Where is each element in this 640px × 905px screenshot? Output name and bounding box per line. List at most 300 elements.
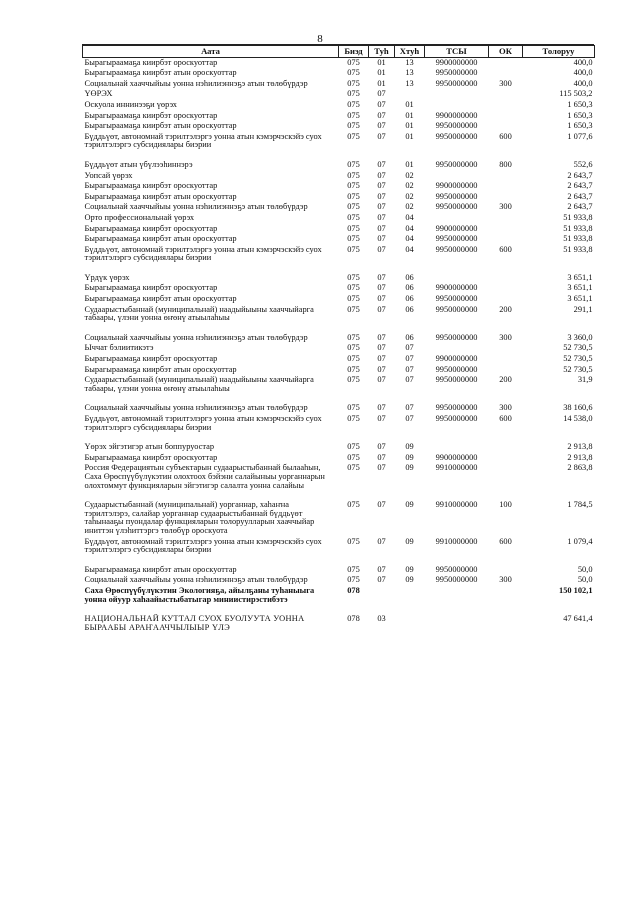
- row-name: Судаарыстыбаннай (муниципальнай) наадыйыыны хааччыйарга табаары, үлэни уонна өҥөнү атыылаһыы: [84, 304, 314, 323]
- row-s: 9900000000: [435, 181, 478, 191]
- table-row: [83, 354, 595, 365]
- row-name: Социальнай хааччыйыы уонна нэһилиэннэҕэ атын төлөбүрдэр: [84, 332, 308, 342]
- table-row: [83, 100, 595, 111]
- row-s: [425, 442, 489, 453]
- row-value: 291,1: [573, 304, 593, 314]
- row-s: 9950000000: [435, 304, 478, 314]
- table-row: [83, 79, 595, 90]
- spacer-row: [83, 491, 595, 500]
- row-o: [489, 294, 523, 305]
- row-name: Бүддьүөт, автономнай тэрилтэлэргэ уонна атын кэмэрчэскэйэ суох тэрилтэлэргэ субсидиялары биэрии: [84, 131, 322, 150]
- row-x: 04: [405, 244, 414, 254]
- row-name: Бырагыраамаҕа киирбэт ороскуоттар: [84, 283, 218, 293]
- table-row: [83, 575, 595, 586]
- row-t: 07: [377, 191, 386, 201]
- table-row: [83, 463, 595, 491]
- table-row: [83, 586, 595, 605]
- row-t: 07: [377, 99, 386, 109]
- row-o: 300: [499, 403, 512, 413]
- row-value: 3 651,1: [567, 294, 593, 304]
- row-b: 075: [347, 332, 360, 342]
- row-s: [425, 586, 489, 605]
- table-row: [83, 453, 595, 464]
- row-value: 51 933,8: [563, 212, 593, 222]
- row-name: Россия Федерациятын субъектарын судаарыстыбаннай былааһын, Саха Өрөспүүбүлүкэтин олохтоох бэйэни салайыныы уорганнарын олохтоммут функцияларын эйгэтигэр салалта уонна салайыы: [84, 463, 325, 490]
- row-value: 51 933,8: [563, 234, 593, 244]
- row-b: 078: [347, 614, 360, 624]
- row-s: 9950000000: [435, 121, 478, 131]
- row-x: 01: [405, 99, 414, 109]
- row-s: 9950000000: [435, 332, 478, 342]
- row-t: 07: [377, 181, 386, 191]
- row-o: 300: [499, 332, 512, 342]
- spacer-cell: [83, 394, 595, 403]
- row-value: 2 643,7: [567, 202, 593, 212]
- row-value: 1 650,3: [567, 99, 593, 109]
- spacer-cell: [83, 264, 595, 273]
- row-x: 13: [405, 57, 414, 67]
- row-o: [489, 171, 523, 182]
- row-value: 51 933,8: [563, 244, 593, 254]
- header-row: [83, 46, 595, 58]
- row-o: 300: [499, 78, 512, 88]
- table-row: [83, 234, 595, 245]
- row-o: [489, 273, 523, 284]
- row-value: 3 651,1: [567, 272, 593, 282]
- row-x: 06: [405, 283, 414, 293]
- col-header-t: Туh: [369, 46, 395, 58]
- row-s: [425, 343, 489, 354]
- row-o: [489, 213, 523, 224]
- row-x: 01: [405, 131, 414, 141]
- row-s: [425, 89, 489, 100]
- row-s: 9950000000: [435, 414, 478, 423]
- row-b: 075: [347, 442, 360, 452]
- row-t: 07: [377, 121, 386, 131]
- row-name: Бырагыраамаҕа киирбэт атын ороскуоттар: [84, 564, 237, 574]
- row-name: Бырагыраамаҕа киирбэт ороскуоттар: [84, 223, 218, 233]
- row-t: 07: [377, 110, 386, 120]
- row-b: 075: [347, 57, 360, 67]
- row-value: 52 730,5: [563, 343, 593, 353]
- table-row: [83, 68, 595, 79]
- row-x: 02: [405, 191, 414, 201]
- row-x: 09: [405, 463, 414, 473]
- row-t: 03: [377, 614, 386, 624]
- row-value: 50,0: [577, 575, 593, 585]
- row-x: 04: [405, 212, 414, 222]
- row-t: 07: [377, 159, 386, 169]
- row-name: Социальнай хааччыйыы уонна нэһилиэннэҕэ атын төлөбүрдэр: [84, 575, 308, 585]
- row-b: 075: [347, 283, 360, 293]
- row-t: 07: [377, 414, 386, 423]
- row-name: Бүддьүөт атын үбүлээһиннэрэ: [84, 159, 193, 169]
- row-s: 9950000000: [435, 68, 478, 78]
- row-s: 9950000000: [435, 375, 478, 385]
- row-s: 9950000000: [435, 202, 478, 212]
- row-o: 600: [499, 414, 512, 423]
- table-row: [83, 442, 595, 453]
- row-b: 075: [347, 536, 360, 546]
- row-t: 01: [377, 68, 386, 78]
- row-b: 075: [347, 121, 360, 131]
- table-row: [83, 333, 595, 344]
- table-row: [83, 294, 595, 305]
- row-b: 075: [347, 170, 360, 180]
- row-x: 09: [405, 564, 414, 574]
- row-value: 52 730,5: [563, 364, 593, 374]
- row-value: 1 784,5: [567, 500, 593, 510]
- row-o: [489, 192, 523, 203]
- row-name: Социальнай хааччыйыы уонна нэһилиэннэҕэ атын төлөбүрдэр: [84, 78, 308, 88]
- row-name: Бырагыраамаҕа киирбэт ороскуоттар: [84, 57, 218, 67]
- row-name: Үөрэх эйгэтигэр атын боппуруостар: [84, 442, 215, 452]
- row-b: 075: [347, 564, 360, 574]
- row-s: 9950000000: [435, 575, 478, 585]
- row-x: 13: [405, 68, 414, 78]
- spacer-cell: [83, 151, 595, 160]
- row-b: 075: [347, 99, 360, 109]
- row-t: 07: [377, 403, 386, 413]
- row-t: 07: [377, 89, 386, 99]
- row-b: 075: [347, 343, 360, 353]
- col-header-b: Биэд: [339, 46, 369, 58]
- row-t: 07: [377, 244, 386, 254]
- row-t: 07: [377, 170, 386, 180]
- row-value: 2 863,8: [567, 463, 593, 473]
- table-row: [83, 57, 595, 68]
- row-name: Бүддьүөт, автономнай тэрилтэлэргэ уонна атын кэмэрчэскэйэ суох тэрилтэлэргэ субсидиялары биэрии: [84, 536, 322, 555]
- row-s: [425, 614, 489, 633]
- row-b: 075: [347, 463, 360, 473]
- row-t: 07: [377, 564, 386, 574]
- row-x: 01: [405, 121, 414, 131]
- row-s: 9900000000: [435, 57, 478, 67]
- spacer-cell: [83, 556, 595, 565]
- row-b: 075: [347, 500, 360, 510]
- row-b: 075: [347, 304, 360, 314]
- row-t: 07: [377, 375, 386, 385]
- row-value: 400,0: [573, 78, 593, 88]
- table-row: [83, 245, 595, 264]
- spacer-cell: [83, 433, 595, 442]
- row-s: 9950000000: [435, 294, 478, 304]
- row-s: 9950000000: [435, 244, 478, 254]
- row-name: Ыччат бэлиитикэтэ: [84, 343, 154, 353]
- table-row: [83, 403, 595, 414]
- row-name: Социальнай хааччыйыы уонна нэһилиэннэҕэ атын төлөбүрдэр: [84, 202, 308, 212]
- row-x: 07: [405, 403, 414, 413]
- row-o: [489, 68, 523, 79]
- row-o: 200: [499, 304, 512, 314]
- row-t: 07: [377, 283, 386, 293]
- row-value: 1 650,3: [567, 110, 593, 120]
- row-value: 14 538,0: [563, 414, 593, 423]
- row-o: [489, 283, 523, 294]
- spacer-row: [83, 324, 595, 333]
- row-o: [489, 343, 523, 354]
- row-t: 07: [377, 272, 386, 282]
- row-t: 07: [377, 452, 386, 462]
- row-value: 2 913,8: [567, 452, 593, 462]
- row-s: 9950000000: [435, 403, 478, 413]
- row-s: 9910000000: [435, 500, 478, 510]
- row-t: 07: [377, 212, 386, 222]
- spacer-cell: [83, 605, 595, 614]
- spacer-row: [83, 556, 595, 565]
- row-value: 2 913,8: [567, 442, 593, 452]
- row-s: 9900000000: [435, 223, 478, 233]
- row-x: [395, 89, 425, 100]
- row-s: [425, 100, 489, 111]
- col-header-s: ТСЫ: [425, 46, 489, 58]
- row-name: Бырагыраамаҕа киирбэт ороскуоттар: [84, 354, 218, 364]
- row-name: Бүддьүөт, автономнай тэрилтэлэргэ уонна атын кэмэрчэскэйэ суох тэрилтэлэргэ субсидиялары биэрии: [84, 244, 322, 263]
- table-row: [83, 414, 595, 433]
- table-row: [83, 160, 595, 171]
- row-b: 075: [347, 212, 360, 222]
- table-row: [83, 343, 595, 354]
- row-t: 07: [377, 364, 386, 374]
- row-b: 075: [347, 181, 360, 191]
- row-x: 07: [405, 354, 414, 364]
- row-o: [489, 354, 523, 365]
- row-s: [425, 213, 489, 224]
- row-x: 04: [405, 234, 414, 244]
- row-value: 2 643,7: [567, 181, 593, 191]
- row-value: 38 160,6: [563, 403, 593, 413]
- row-t: 07: [377, 223, 386, 233]
- row-value: 51 933,8: [563, 223, 593, 233]
- table-row: [83, 537, 595, 556]
- row-b: 075: [347, 223, 360, 233]
- row-t: [369, 586, 395, 605]
- row-b: 075: [347, 131, 360, 141]
- row-o: [489, 463, 523, 491]
- row-t: 07: [377, 500, 386, 510]
- row-b: 075: [347, 364, 360, 374]
- row-name: Бырагыраамаҕа киирбэт атын ороскуоттар: [84, 68, 237, 78]
- row-name: Судаарыстыбаннай (муниципальнай) уорганнар, хаһаҥна тэрилтэлэрэ, салайар уорганнар судаарыстыбаннай бүддьүөт таһынааҕы пуондалар функцияларын толоруулларын хааччыйар иниттэн үлэһиттэргэ төлөбүр ороскуота: [84, 500, 315, 535]
- row-s: 9950000000: [435, 131, 478, 141]
- row-t: 07: [377, 442, 386, 452]
- row-b: 075: [347, 272, 360, 282]
- row-b: 078: [347, 585, 360, 595]
- row-b: 075: [347, 375, 360, 385]
- row-name: Уопсай үөрэх: [84, 170, 133, 180]
- row-t: 07: [377, 234, 386, 244]
- row-o: [489, 365, 523, 376]
- row-o: [489, 121, 523, 132]
- row-o: [489, 565, 523, 576]
- table-row: [83, 121, 595, 132]
- row-x: 09: [405, 442, 414, 452]
- row-x: 02: [405, 202, 414, 212]
- row-b: 075: [347, 68, 360, 78]
- table-row: [83, 273, 595, 284]
- row-o: 600: [499, 244, 512, 254]
- row-t: 07: [377, 294, 386, 304]
- row-name: Оскуола иннинээҕи үөрэх: [84, 99, 177, 109]
- row-x: 04: [405, 223, 414, 233]
- row-t: 07: [377, 343, 386, 353]
- row-s: 9950000000: [435, 78, 478, 88]
- row-s: 9950000000: [435, 234, 478, 244]
- table-row: [83, 89, 595, 100]
- col-header-v: Толоруу: [523, 46, 595, 58]
- table-row: [83, 283, 595, 294]
- row-o: 600: [499, 131, 512, 141]
- spacer-row: [83, 394, 595, 403]
- row-name: Бырагыраамаҕа киирбэт атын ороскуоттар: [84, 234, 237, 244]
- row-value: 47 641,4: [563, 614, 593, 624]
- row-value: 50,0: [577, 564, 593, 574]
- row-x: 01: [405, 159, 414, 169]
- row-name: Бырагыраамаҕа киирбэт атын ороскуоттар: [84, 294, 237, 304]
- spacer-row: [83, 151, 595, 160]
- row-t: 07: [377, 332, 386, 342]
- row-name: Судаарыстыбаннай (муниципальнай) наадыйыыны хааччыйарга табаары, үлэни уонна өҥөнү атыылаһыы: [84, 375, 314, 393]
- row-o: 100: [499, 500, 512, 510]
- row-name: Орто профессиональнай үөрэх: [84, 212, 195, 222]
- row-s: 9950000000: [435, 364, 478, 374]
- row-s: 9910000000: [435, 463, 478, 473]
- row-x: [395, 614, 425, 633]
- row-o: 600: [499, 536, 512, 546]
- row-b: 075: [347, 78, 360, 88]
- row-b: 075: [347, 414, 360, 423]
- row-o: [489, 234, 523, 245]
- col-header-x: Хтуh: [395, 46, 425, 58]
- row-name: Бырагыраамаҕа киирбэт атын ороскуоттар: [84, 191, 237, 201]
- row-name: Бырагыраамаҕа киирбэт ороскуоттар: [84, 110, 218, 120]
- row-name: НАЦИОНАЛЬНАЙ КУТТАЛ СУОХ БУОЛУУТА УОННА БЫРААБЫ АРАҤААЧЧЫЛЫЫР ҮЛЭ: [84, 614, 305, 632]
- row-value: 31,9: [577, 375, 593, 385]
- spacer-row: [83, 264, 595, 273]
- row-b: 075: [347, 234, 360, 244]
- row-value: 1 650,3: [567, 121, 593, 131]
- spacer-cell: [83, 491, 595, 500]
- row-value: 1 079,4: [567, 536, 593, 546]
- row-value: 400,0: [573, 68, 593, 78]
- row-o: [489, 224, 523, 235]
- row-t: 07: [377, 463, 386, 473]
- row-x: 09: [405, 575, 414, 585]
- table-row: [83, 171, 595, 182]
- row-t: 07: [377, 202, 386, 212]
- row-s: [425, 273, 489, 284]
- table-row: [83, 111, 595, 122]
- row-name: Бырагыраамаҕа киирбэт ороскуоттар: [84, 452, 218, 462]
- row-x: 01: [405, 110, 414, 120]
- col-header-name: Аата: [83, 46, 339, 58]
- row-b: 075: [347, 575, 360, 585]
- row-o: [489, 586, 523, 605]
- row-t: 07: [377, 354, 386, 364]
- row-value: 400,0: [573, 57, 593, 67]
- table-row: [83, 500, 595, 536]
- row-o: [489, 442, 523, 453]
- row-name: Бүддьүөт, автономнай тэрилтэлэргэ уонна атын кэмэрчэскэйэ суох тэрилтэлэргэ субсидиялары биэрии: [84, 414, 322, 432]
- row-name: Бырагыраамаҕа киирбэт атын ороскуоттар: [84, 364, 237, 374]
- row-o: [489, 181, 523, 192]
- row-s: 9900000000: [435, 283, 478, 293]
- row-x: 09: [405, 536, 414, 546]
- table-body: [83, 57, 595, 633]
- row-o: 300: [499, 575, 512, 585]
- row-o: 800: [499, 159, 512, 169]
- spacer-row: [83, 433, 595, 442]
- row-x: 06: [405, 294, 414, 304]
- row-x: 06: [405, 332, 414, 342]
- row-b: 075: [347, 244, 360, 254]
- row-t: 01: [377, 57, 386, 67]
- row-value: 3 651,1: [567, 283, 593, 293]
- row-b: 075: [347, 202, 360, 212]
- row-value: 2 643,7: [567, 191, 593, 201]
- col-header-o: ОК: [489, 46, 523, 58]
- row-x: 02: [405, 170, 414, 180]
- row-s: 9950000000: [435, 564, 478, 574]
- row-b: 075: [347, 294, 360, 304]
- row-b: 075: [347, 110, 360, 120]
- row-x: 13: [405, 78, 414, 88]
- row-b: 075: [347, 354, 360, 364]
- row-o: [489, 89, 523, 100]
- row-name: Социальнай хааччыйыы уонна нэһилиэннэҕэ атын төлөбүрдэр: [84, 403, 308, 413]
- row-value: 1 077,6: [567, 131, 593, 141]
- row-o: [489, 100, 523, 111]
- row-name: Саха Өрөспүүбүлүкэтин Экологияҕа, айылҕаны туһаныыга уонна ойуур хаһаайыстыбатыгар миниистирэстибэтэ: [84, 585, 315, 604]
- row-x: 07: [405, 414, 414, 423]
- row-x: 07: [405, 375, 414, 385]
- row-x: 06: [405, 272, 414, 282]
- table-row: [83, 213, 595, 224]
- table-row: [83, 365, 595, 376]
- row-s: 9900000000: [435, 354, 478, 364]
- row-b: 075: [347, 89, 360, 99]
- row-value: 3 360,0: [567, 332, 593, 342]
- row-o: [489, 111, 523, 122]
- row-t: 07: [377, 131, 386, 141]
- row-name: Бырагыраамаҕа киирбэт атын ороскуоттар: [84, 121, 237, 131]
- row-name: ҮӨРЭХ: [84, 89, 113, 99]
- row-x: [395, 586, 425, 605]
- row-t: 01: [377, 78, 386, 88]
- table-row: [83, 202, 595, 213]
- row-x: 09: [405, 452, 414, 462]
- row-o: 300: [499, 202, 512, 212]
- row-b: 075: [347, 191, 360, 201]
- row-o: [489, 453, 523, 464]
- spacer-row: [83, 605, 595, 614]
- row-t: 07: [377, 536, 386, 546]
- row-value: 552,6: [573, 159, 593, 169]
- row-value: 52 730,5: [563, 354, 593, 364]
- table-row: [83, 132, 595, 151]
- row-name: Үрдүк үөрэх: [84, 272, 130, 282]
- row-x: 09: [405, 500, 414, 510]
- table-row: [83, 224, 595, 235]
- row-x: 07: [405, 364, 414, 374]
- table-row: [83, 614, 595, 633]
- row-s: [425, 171, 489, 182]
- row-s: 9900000000: [435, 110, 478, 120]
- row-s: 9950000000: [435, 191, 478, 201]
- row-name: Бырагыраамаҕа киирбэт ороскуоттар: [84, 181, 218, 191]
- table-row: [83, 305, 595, 324]
- row-s: 9900000000: [435, 452, 478, 462]
